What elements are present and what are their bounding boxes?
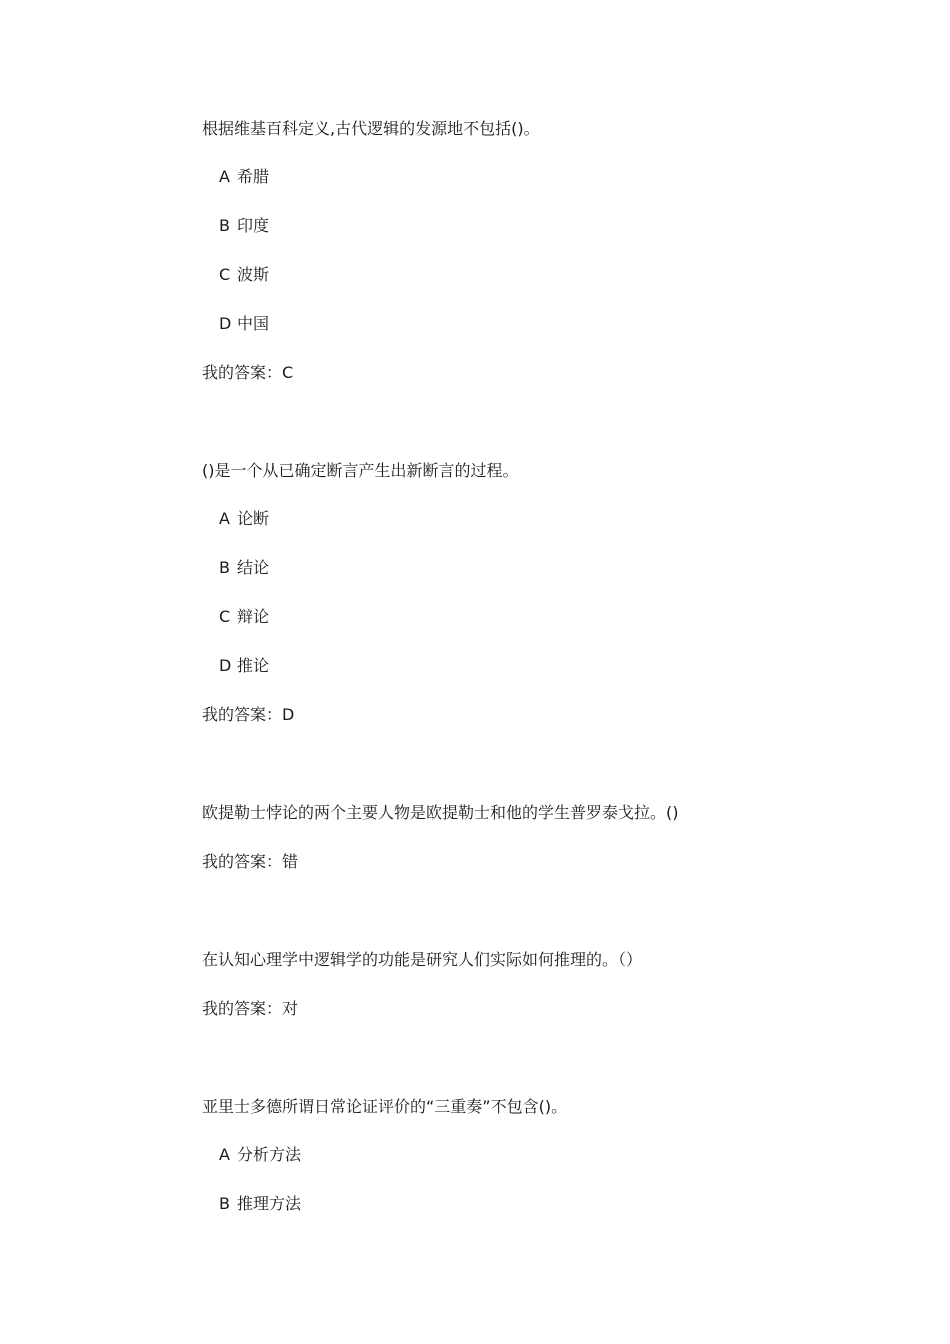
option-text: 印度 <box>237 216 270 235</box>
question-4-answer: 我的答案：对 <box>202 999 299 1018</box>
question-5-option-b <box>219 1193 301 1215</box>
question-5-stem: 亚里士多德所谓日常论证评价的“三重奏”不包含()。 <box>202 1097 568 1116</box>
question-1-option-c <box>219 264 269 286</box>
question-2-option-c <box>219 606 269 628</box>
option-letter: D <box>219 656 232 675</box>
option-text: 论断 <box>237 509 270 528</box>
option-letter: B <box>219 558 230 577</box>
option-text: 分析方法 <box>237 1145 302 1164</box>
question-2-stem: ()是一个从已确定断言产生出新断言的过程。 <box>202 461 519 480</box>
option-letter: A <box>219 509 230 528</box>
question-1-option-a <box>219 166 269 188</box>
option-letter: A <box>219 167 230 186</box>
option-letter: B <box>219 216 230 235</box>
question-2-option-b <box>219 557 269 579</box>
question-2-option-a <box>219 508 269 530</box>
question-1-option-b <box>219 215 269 237</box>
question-3-answer: 我的答案：错 <box>202 852 299 871</box>
option-text: 波斯 <box>237 265 270 284</box>
question-3-stem: 欧提勒士悖论的两个主要人物是欧提勒士和他的学生普罗泰戈拉。() <box>202 803 679 822</box>
option-letter: C <box>219 265 231 284</box>
option-text: 中国 <box>237 314 270 333</box>
option-letter: B <box>219 1194 230 1213</box>
option-text: 推论 <box>237 656 270 675</box>
option-text: 希腊 <box>237 167 270 186</box>
question-1-option-d <box>219 313 269 335</box>
option-text: 结论 <box>237 558 270 577</box>
option-text: 辩论 <box>237 607 270 626</box>
question-1-answer: 我的答案：C <box>202 363 294 382</box>
option-letter: A <box>219 1145 230 1164</box>
option-text: 推理方法 <box>237 1194 302 1213</box>
question-4-stem: 在认知心理学中逻辑学的功能是研究人们实际如何推理的。（） <box>202 950 643 969</box>
question-2-option-d <box>219 655 269 677</box>
option-letter: C <box>219 607 231 626</box>
option-letter: D <box>219 314 232 333</box>
question-2-answer: 我的答案：D <box>202 705 295 724</box>
question-5-option-a <box>219 1144 301 1166</box>
question-1-stem: 根据维基百科定义,古代逻辑的发源地不包括()。 <box>202 119 540 138</box>
